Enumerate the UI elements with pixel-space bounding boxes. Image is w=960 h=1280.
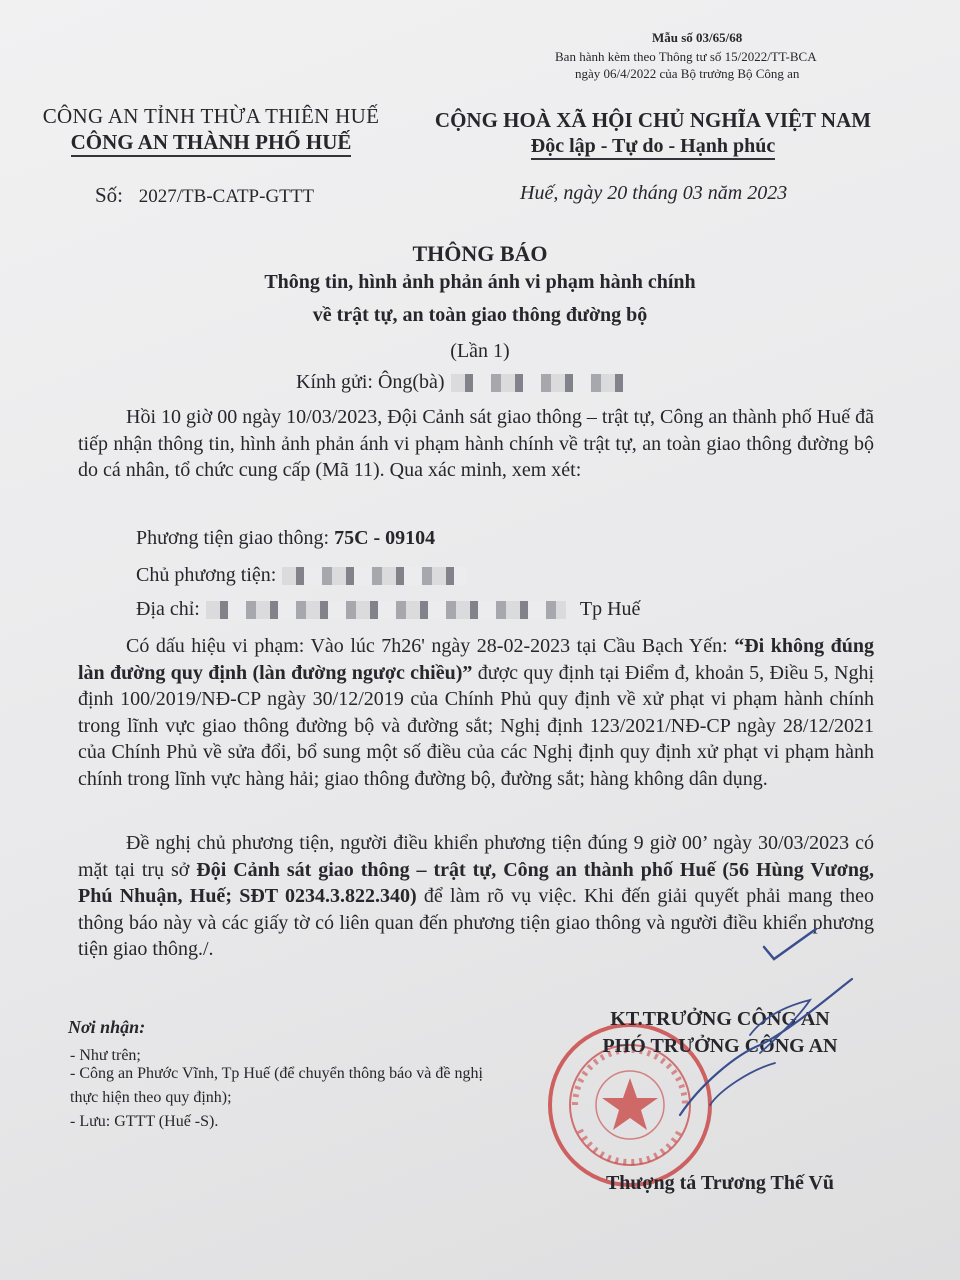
vehicle-field	[136, 527, 435, 550]
recipients-title: Nơi nhận:	[68, 1017, 146, 1037]
paragraph-request-text	[78, 830, 874, 963]
address-city: Tp Huế	[579, 598, 641, 620]
greeting	[296, 371, 631, 394]
redacted-owner	[282, 567, 467, 585]
signature-title-2: PHÓ TRƯỞNG CÔNG AN	[602, 1035, 838, 1057]
request-location: Đội Cảnh sát giao thông – trật tự, Công an thành phố Huế (56 Hùng Vương, Phú Nhuận, Huế; SĐT 0234.3.822.340)	[78, 858, 874, 907]
request-instructions: để làm rõ vụ việc. Khi đến giải quyết phải mang theo thông báo này và các giấy tờ có liên quan đến phương tiện giao thông và người điều khiển phương tiện giao thông./.	[78, 885, 875, 960]
document-subtitle-1: Thông tin, hình ảnh phản ánh vi phạm hành chính	[264, 271, 696, 293]
address-field	[136, 598, 640, 621]
recipient-item: - Công an Phước Vĩnh, Tp Huế (để chuyển thông báo và đề nghị thực hiện theo quy định);	[70, 1065, 483, 1106]
request-intro: Đề nghị chủ phương tiện, người điều khiển phương tiện đúng 9 giờ 00’ ngày 30/03/2023 có mặt tại trụ sở	[78, 832, 874, 881]
vehicle-label: Phương tiện giao thông:	[136, 527, 330, 549]
form-date-line: ngày 06/4/2022 của Bộ trưởng Bộ Công an	[575, 66, 800, 81]
checkmark-icon	[760, 925, 820, 965]
paragraph-request	[78, 830, 874, 963]
redacted-address	[206, 601, 566, 619]
document-title: THÔNG BÁO	[412, 241, 548, 266]
redacted-name	[451, 374, 631, 392]
violation-description: “Đi không đúng làn đường quy định (làn đường ngược chiều)”	[78, 635, 874, 684]
recipient-item: - Như trên;	[70, 1047, 141, 1064]
violation-legal-basis: được quy định tại Điểm đ, khoản 5, Điều 5, Nghị định 100/2019/NĐ-CP ngày 30/12/2019 của Chính Phủ quy định về xử phạt vi phạm hành chính trong lĩnh vực giao thông đường bộ và đường sắt; Nghị định 123/2021/NĐ-CP ngày 28/12/2021 của Chính Phủ về sửa đổi, bổ sung một số điều của các Nghị định quy định xử phạt vi phạm hành chính trong lĩnh vực hàng hải; giao thông đường bộ, đường sắt; hàng không dân dụng.	[78, 661, 874, 790]
form-issuance-line: Ban hành kèm theo Thông tư số 15/2022/TT-BCA	[555, 49, 817, 64]
notice-round: (Lần 1)	[450, 340, 510, 362]
owner-field	[136, 564, 467, 587]
parent-agency: CÔNG AN TỈNH THỪA THIÊN HUẾ	[42, 104, 380, 128]
paragraph-violation	[78, 633, 874, 792]
address-label: Địa chỉ:	[136, 598, 200, 620]
document-date: Huế, ngày 20 tháng 03 năm 2023	[520, 182, 788, 204]
issuing-agency	[26, 130, 396, 155]
nation-motto-wrap	[418, 135, 888, 158]
number-label: Số:	[95, 183, 124, 207]
owner-label: Chủ phương tiện:	[136, 564, 277, 586]
violation-intro: Có dấu hiệu vi phạm: Vào lúc 7h26' ngày 28-02-2023 tại Cầu Bạch Yến:	[126, 635, 728, 657]
signatory-name: Thượng tá Trương Thế Vũ	[605, 1172, 835, 1194]
nation-motto: Độc lập - Tự do - Hạnh phúc	[531, 135, 775, 160]
number-value: 2027/TB-CATP-GTTT	[138, 186, 314, 207]
handwritten-signature-icon	[640, 975, 870, 1125]
issuing-agency-name: CÔNG AN THÀNH PHỐ HUẾ	[71, 130, 352, 157]
paragraph-receipt-text: Hồi 10 giờ 00 ngày 10/03/2023, Đội Cảnh sát giao thông – trật tự, Công an thành phố Huế đã tiếp nhận thông tin, hình ảnh phản ánh vi phạm hành chính về trật tự, an toàn giao thông đường bộ do cá nhân, tổ chức cung cấp (Mã 11). Qua xác minh, xem xét:	[78, 406, 874, 481]
vehicle-plate: 75C - 09104	[334, 527, 436, 549]
paragraph-violation-text	[78, 633, 874, 792]
signature-title-1: KT.TRƯỞNG CÔNG AN	[610, 1008, 830, 1030]
paragraph-receipt	[78, 404, 874, 484]
document-subtitle-2: về trật tự, an toàn giao thông đường bộ	[312, 304, 648, 326]
greeting-label: Kính gửi: Ông(bà)	[296, 371, 445, 393]
form-code: Mẫu số 03/65/68	[652, 30, 743, 45]
recipient-item: - Lưu: GTTT (Huế -S).	[70, 1113, 219, 1130]
nation-title: CỘNG HOÀ XÃ HỘI CHỦ NGHĨA VIỆT NAM	[434, 108, 872, 132]
document-number	[95, 183, 314, 208]
